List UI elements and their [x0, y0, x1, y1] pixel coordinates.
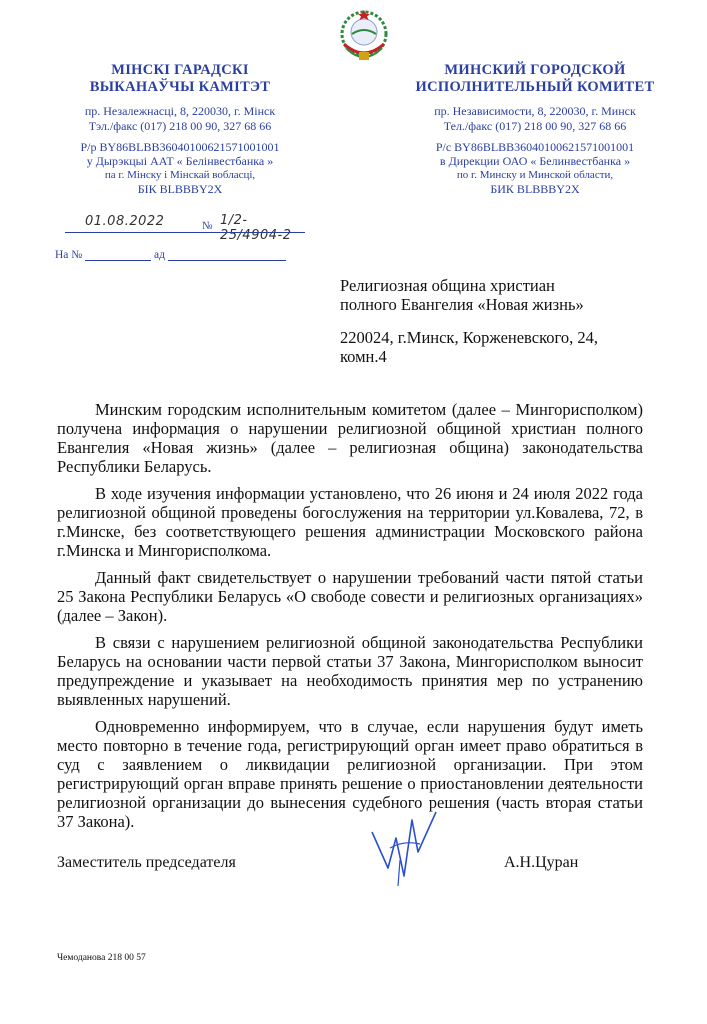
body-paragraph: Минским городским исполнительным комитетом (далее – Мингорисполком) получена информация о нарушении религиозной общиной христиан полного Евангелия «Новая жизнь» (далее – религиозная община) законодательства Республики Беларусь.: [57, 400, 643, 476]
header-right: [405, 62, 665, 196]
registration-date: 01.08.2022: [85, 214, 165, 229]
org-address-be: пр. Незалежнасці, 8, 220030, г. Мінск Тэл./факс (017) 218 00 90, 327 68 66: [84, 104, 276, 133]
org-name-be: МІНСКІ ГАРАДСКІ ВЫКАНАЎЧЫ КАМІТЭТ: [89, 62, 271, 95]
registration-line: [55, 213, 305, 243]
reply-to-label: На №: [55, 249, 83, 261]
addressee-block: [340, 276, 660, 366]
executor-note: Чемоданова 218 00 57: [57, 953, 146, 963]
reply-to-line: [55, 248, 286, 261]
reply-from-date-blank: [168, 248, 286, 261]
registration-number-label: №: [202, 220, 213, 232]
body-paragraph: Данный факт свидетельствует о нарушении требований части пятой статьи 25 Закона Республики Беларусь «О свободе совести и религиозных организациях» (далее – Закон).: [57, 568, 643, 625]
org-bank-ru: Р/с BY86BLBB36040100621571001001 в Дирекции ОАО « Белинвестбанка » по г. Минску и Минской области, БИК BLBBBY2X: [435, 140, 635, 196]
org-bank-be: Р/р BY86BLBB36040100621571001001 у Дырэкцыі ААТ « Белінвестбанка » па г. Мінску і Мінскай вобласці, БІК BLBBBY2X: [80, 140, 280, 196]
body-paragraph: В связи с нарушением религиозной общиной законодательства Республики Беларусь на основании части первой статьи 37 Закона, Мингорисполком выносит предупреждение и указывает на необходимость принятия мер по устранению выявленных нарушений.: [57, 633, 643, 709]
header-left: [55, 62, 305, 196]
handwritten-signature: [360, 790, 450, 890]
reply-to-number-blank: [85, 248, 151, 261]
letter-body: [57, 400, 643, 839]
addressee-address: 220024, г.Минск, Корженевского, 24, комн.4: [340, 328, 598, 366]
org-address-ru: пр. Независимости, 8, 220030, г. Минск Тел./факс (017) 218 00 90, 327 68 66: [434, 104, 636, 133]
reply-from-label: ад: [154, 249, 165, 261]
org-name-ru: МИНСКИЙ ГОРОДСКОЙ ИСПОЛНИТЕЛЬНЫЙ КОМИТЕТ: [415, 62, 655, 95]
signatory-position: Заместитель председателя: [57, 854, 236, 871]
state-emblem-icon: [330, 4, 398, 68]
body-paragraph: Одновременно информируем, что в случае, если нарушения будут иметь место повторно в течение года, регистрирующий орган имеет право обратиться в суд с заявлением о ликвидации религиозной организации. При этом регистрирующий орган вправе принять решение о приостановлении деятельности религиозной организации до вынесения судебного решения (часть вторая статьи 37 Закона).: [57, 717, 643, 831]
registration-number: 1/2-25/4904-2: [220, 213, 292, 243]
registration-underline: [65, 232, 305, 233]
signatory-name: А.Н.Цуран: [504, 854, 579, 871]
body-paragraph: В ходе изучения информации установлено, что 26 июня и 24 июля 2022 года религиозной общиной проведены богослужения на территории ул.Ковалева, 72, в г.Минске, без соответствующего решения администрации Московского района г.Минска и Мингорисполкома.: [57, 484, 643, 560]
addressee-name: Религиозная община христиан полного Евангелия «Новая жизнь»: [340, 276, 584, 314]
